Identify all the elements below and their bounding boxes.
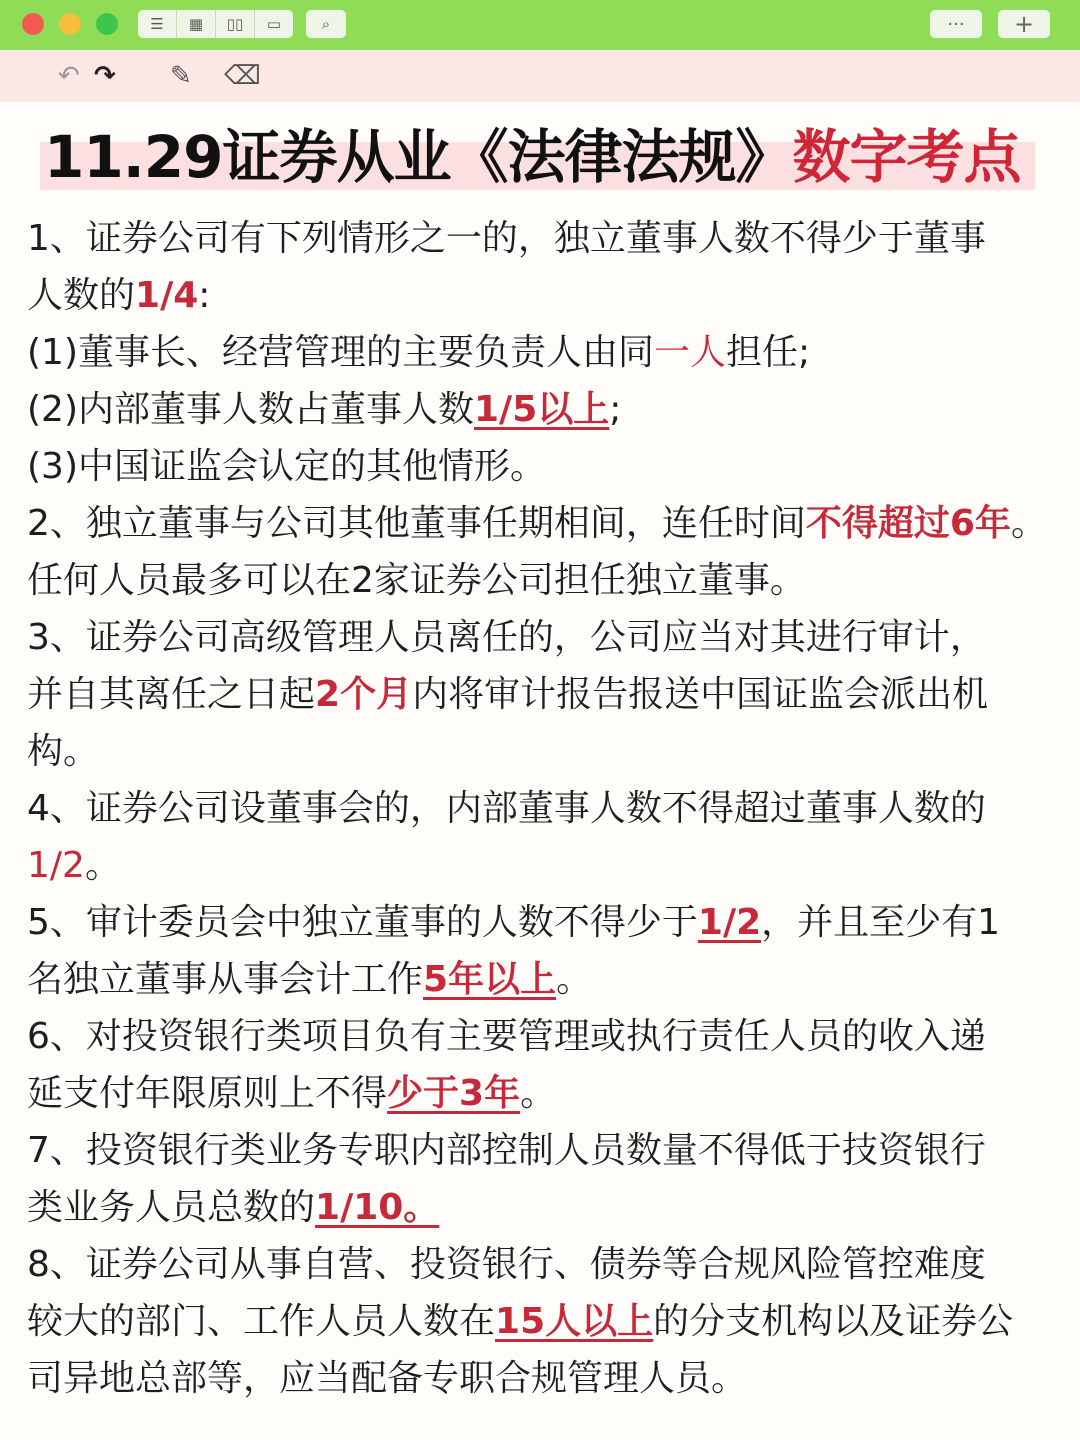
window-icon[interactable]: ▭ (266, 15, 282, 33)
plus-icon[interactable]: + (998, 10, 1050, 38)
sidebar-list-icon[interactable]: ☰ (138, 10, 177, 38)
list-item: 司异地总部等，应当配备专职合规管理人员。 (27, 1358, 748, 1399)
view-toolbar (138, 10, 293, 38)
list-item: 2、独立董事与公司其他董事任期相间，连任时间不得超过6年。 (27, 503, 1047, 544)
redo-icon[interactable]: ↷ (94, 61, 116, 91)
list-item: 8、证券公司从事自营、投资银行、债券等合规风险管控难度 (27, 1244, 986, 1285)
list-item: 较大的部门、工作人员人数在15人以上的分支机构以及证券公 (27, 1301, 1014, 1342)
list-item: 5、审计委员会中独立董事的人数不得少于1/2，并且至少有1 (27, 902, 1001, 943)
list-item: 类业务人员总数的1/10。 (27, 1187, 440, 1228)
grid-icon[interactable]: ▦ (177, 10, 216, 38)
list-item: 构。 (27, 731, 100, 772)
list-item: 人数的1/4: (27, 275, 211, 316)
zoom-window-button[interactable] (96, 13, 118, 35)
more-icon[interactable]: ··· (930, 10, 982, 38)
list-item: 3、证券公司高级管理人员离任的，公司应当对其进行审计， (27, 617, 986, 658)
list-item: 任何人员最多可以在2家证券公司担任独立董事。 (27, 560, 806, 601)
close-window-button[interactable] (22, 13, 44, 35)
edit-toolbar (0, 50, 1080, 102)
list-item: (3)中国证监会认定的其他情形。 (27, 446, 546, 487)
title-accent: 数字考点 (792, 123, 1021, 191)
list-item: 并自其离任之日起2个月内将审计报告报送中国证监会派出机 (27, 674, 989, 715)
list-item: 1、证券公司有下列情形之一的，独立董事人数不得少于董事 (27, 218, 986, 259)
list-item: 延支付年限原则上不得少于3年。 (27, 1073, 557, 1114)
list-item: 名独立董事从事会计工作5年以上。 (27, 959, 593, 1000)
list-item: 6、对投资银行类项目负有主要管理或执行责任人员的收入递 (27, 1016, 986, 1057)
undo-icon[interactable]: ↶ (58, 61, 80, 91)
list-item: (2)内部董事人数占董事人数1/5以上; (27, 389, 622, 430)
search-icon[interactable]: ⌕ (306, 10, 346, 38)
book-icon[interactable]: ▯▯ (216, 10, 255, 38)
minimize-window-button[interactable] (59, 13, 81, 35)
list-item: 4、证券公司设董事会的，内部董事人数不得超过董事人数的 (27, 788, 986, 829)
list-item: 1/2。 (27, 845, 121, 886)
window-titlebar (0, 0, 1080, 50)
list-item: 7、投资银行类业务专职内部控制人员数量不得低于技资银行 (27, 1130, 986, 1171)
note-title (40, 120, 1035, 194)
list-item: (1)董事长、经营管理的主要负责人由同一人担任; (27, 332, 811, 373)
title-main: 11.29证券从业《法律法规》 (44, 123, 793, 191)
note-body (27, 210, 1057, 1407)
eraser-icon[interactable]: ⌫ (224, 61, 261, 91)
pen-icon[interactable]: ✎ (170, 61, 192, 91)
